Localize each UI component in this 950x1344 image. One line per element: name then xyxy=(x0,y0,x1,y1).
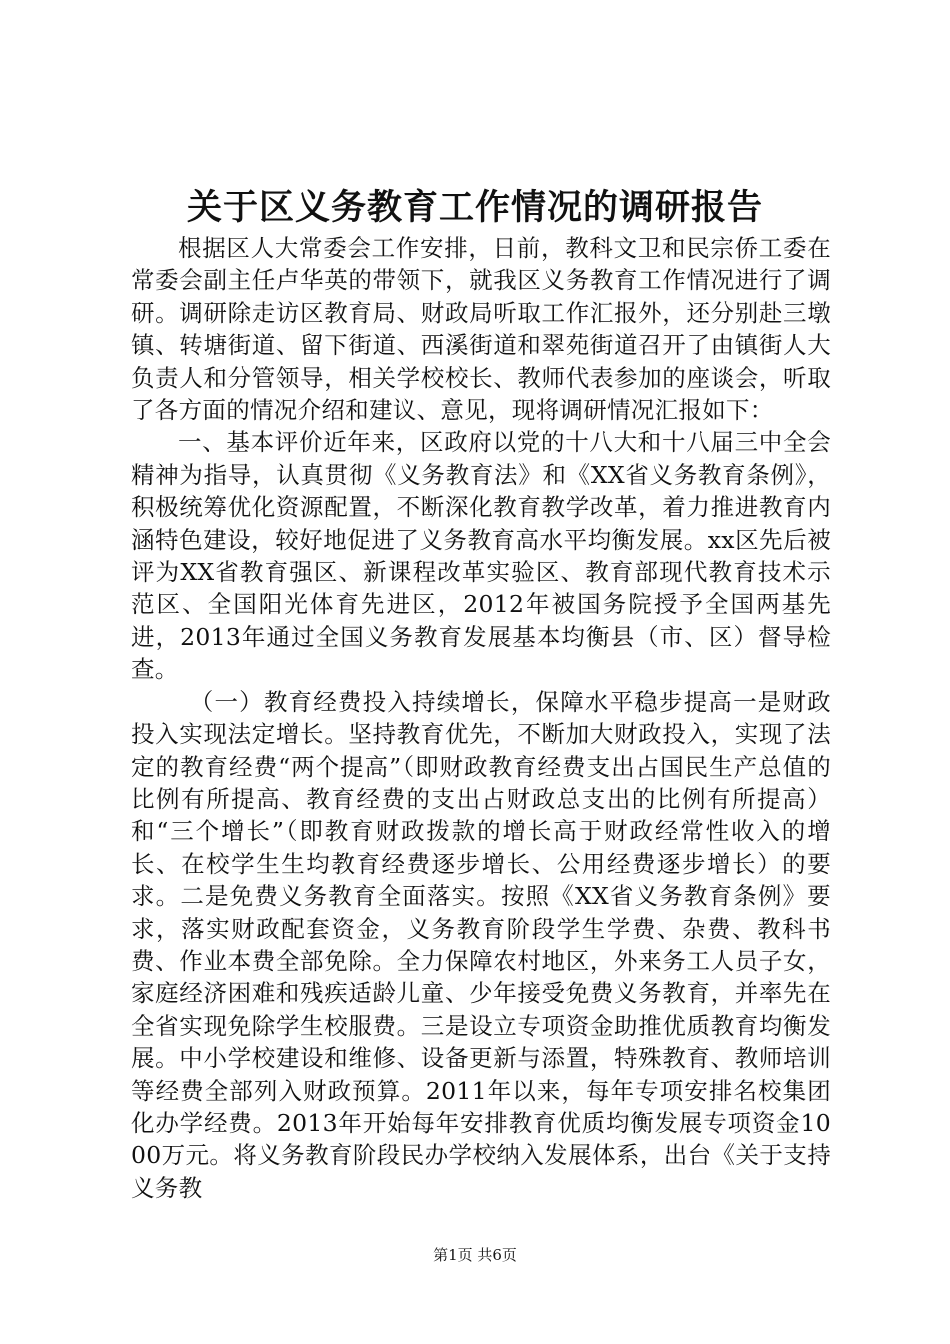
paragraph-education-funding: （一）教育经费投入持续增长，保障水平稳步提高一是财政投入实现法定增长。坚持教育优先，不断加大财政投入，实现了法定的教育经费“两个提高”（即财政教育经费支出占国民生产总值的比例有所提高、教育经费的支出占财政总支出的比例有所提高）和“三个增长”（即教育财政拨款的增长高于财政经常性收入的增长、在校学生生均教育经费逐步增长、公用经费逐步增长）的要求。二是免费义务教育全面落实。按照《XX省义务教育条例》要求，落实财政配套资金，义务教育阶段学生学费、杂费、教科书费、作业本费全部免除。全力保障农村地区，外来务工人员子女，家庭经济困难和残疾适龄儿童、少年接受免费义务教育，并率先在全省实现免除学生校服费。三是设立专项资金助推优质教育均衡发展。中小学校建设和维修、设备更新与添置，特殊教育、教师培训等经费全部列入财政预算。2011年以来，每年专项安排名校集团化办学经费。2013年开始每年安排教育优质均衡发展专项资金1000万元。将义务教育阶段民办学校纳入发展体系，出台《关于支持义务教 xyxy=(131,687,831,1202)
paragraph-basic-evaluation: 一、基本评价近年来，区政府以党的十八大和十八届三中全会精神为指导，认真贯彻《义务教育法》和《XX省义务教育条例》，积极统筹优化资源配置，不断深化教育教学改革，着力推进教育内涵特色建设，较好地促进了义务教育高水平均衡发展。xx区先后被评为XX省教育强区、新课程改革实验区、教育部现代教育技术示范区、全国阳光体育先进区，2012年被国务院授予全国两基先进，2013年通过全国义务教育发展基本均衡县（市、区）督导检查。 xyxy=(131,428,831,684)
document-title: 关于区义务教育工作情况的调研报告 xyxy=(186,187,763,228)
document-body xyxy=(131,232,831,1204)
paragraph-intro: 根据区人大常委会工作安排，日前，教科文卫和民宗侨工委在常委会副主任卢华英的带领下，就我区义务教育工作情况进行了调研。调研除走访区教育局、财政局听取工作汇报外，还分别赴三墩镇、转塘街道、留下街道、西溪街道和翠苑街道召开了由镇街人大负责人和分管领导，相关学校校长、教师代表参加的座谈会，听取了各方面的情况介绍和建议、意见，现将调研情况汇报如下： xyxy=(131,234,831,425)
page-number-footer: 第1页 共6页 xyxy=(433,1246,517,1264)
